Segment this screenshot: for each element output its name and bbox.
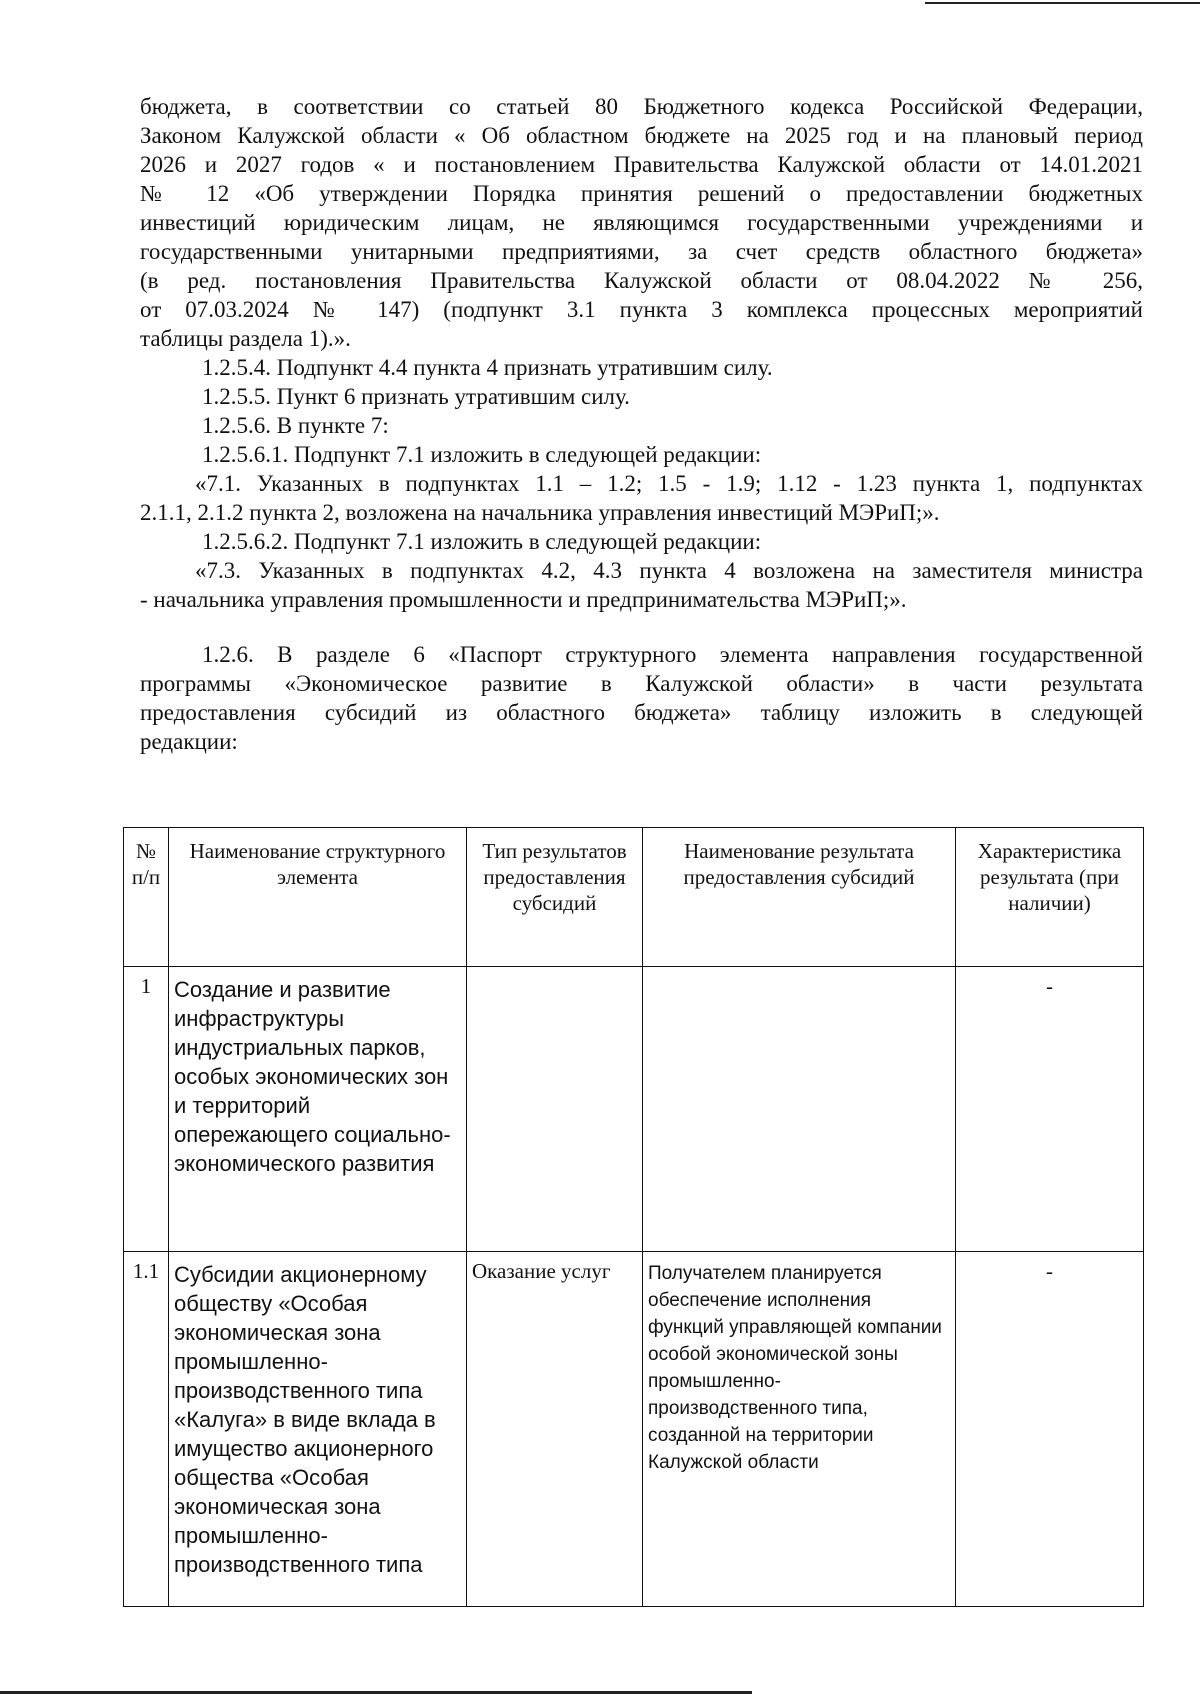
header-type: Тип результатов предоставления субсидий bbox=[467, 828, 643, 967]
scan-edge-bottom bbox=[0, 1691, 752, 1694]
results-table bbox=[123, 827, 1144, 1607]
scan-edge-top bbox=[925, 2, 1200, 4]
row-num: 1.1 bbox=[124, 1252, 169, 1607]
table-row bbox=[124, 1252, 1144, 1607]
header-result: Наименование результата предоставления субсидий bbox=[643, 828, 956, 967]
clause-1-2-5-6-1: 1.2.5.6.1. Подпункт 7.1 изложить в следующей редакции: bbox=[202, 442, 762, 467]
clause-1-2-6: 1.2.6. В разделе 6 «Паспорт структурного элемента направления государственной bbox=[202, 642, 1143, 667]
row-result bbox=[643, 967, 956, 1252]
paragraph-gap bbox=[140, 614, 1143, 640]
body-line: инвестиций юридическим лицам, не являющимся государственными учреждениями и bbox=[140, 210, 1143, 235]
row-type bbox=[467, 967, 643, 1252]
header-num: № п/п bbox=[124, 828, 169, 967]
quote-7-3-cont: - начальника управления промышленности и предпринимательства МЭРиП;». bbox=[140, 587, 907, 612]
body-line: Законом Калужской области « Об областном бюджете на 2025 год и на плановый период bbox=[140, 123, 1143, 148]
quote-7-3: «7.3. Указанных в подпунктах 4.2, 4.3 пункта 4 возложена на заместителя министра bbox=[195, 558, 1143, 583]
clause-1-2-6-line: программы «Экономическое развитие в Калужской области» в части результата bbox=[140, 671, 1143, 696]
clause-1-2-6-line: предоставления субсидий из областного бюджета» таблицу изложить в следующей bbox=[140, 700, 1143, 725]
clause-1-2-5-6-2: 1.2.5.6.2. Подпункт 7.1 изложить в следующей редакции: bbox=[202, 529, 762, 554]
header-name: Наименование структурного элемента bbox=[169, 828, 467, 967]
header-characteristic: Характеристика результата (при наличии) bbox=[956, 828, 1144, 967]
body-line: 2026 и 2027 годов « и постановлением Правительства Калужской области от 14.01.2021 bbox=[140, 152, 1143, 177]
quote-7-1-cont: 2.1.1, 2.1.2 пункта 2, возложена на начальника управления инвестиций МЭРиП;». bbox=[140, 500, 940, 525]
document-body bbox=[140, 92, 1143, 756]
row-characteristic: - bbox=[956, 1252, 1144, 1607]
clause-1-2-5-6: 1.2.5.6. В пункте 7: bbox=[202, 413, 389, 438]
quote-7-1: «7.1. Указанных в подпунктах 1.1 – 1.2; 1.5 - 1.9; 1.12 - 1.23 пункта 1, подпунктах bbox=[195, 471, 1143, 496]
clause-1-2-5-5: 1.2.5.5. Пункт 6 признать утратившим силу. bbox=[202, 384, 630, 409]
row-type: Оказание услуг bbox=[467, 1252, 643, 1607]
row-result: Получателем планируется обеспечение исполнения функций управляющей компании особой экономической зоны промышленно-производственного типа, созданной на территории Калужской области bbox=[643, 1252, 956, 1607]
clause-1-2-6-line: редакции: bbox=[140, 729, 238, 754]
clause-1-2-5-4: 1.2.5.4. Подпункт 4.4 пункта 4 признать утратившим силу. bbox=[202, 355, 773, 380]
row-num: 1 bbox=[124, 967, 169, 1252]
body-line: № 12 «Об утверждении Порядка принятия решений о предоставлении бюджетных bbox=[140, 181, 1143, 206]
body-line: от 07.03.2024 № 147) (подпункт 3.1 пункта 3 комплекса процессных мероприятий bbox=[140, 297, 1143, 322]
table-header-row bbox=[124, 828, 1144, 967]
row-characteristic: - bbox=[956, 967, 1144, 1252]
row-name: Создание и развитие инфраструктуры индустриальных парков, особых экономических зон и территорий опережающего социально-экономического развития bbox=[169, 967, 467, 1252]
table-row bbox=[124, 967, 1144, 1252]
body-line: государственными унитарными предприятиями, за счет средств областного бюджета» bbox=[140, 239, 1143, 264]
body-line: бюджета, в соответствии со статьей 80 Бюджетного кодекса Российской Федерации, bbox=[140, 94, 1143, 119]
body-line: таблицы раздела 1).». bbox=[140, 326, 351, 351]
row-name: Субсидии акционерному обществу «Особая экономическая зона промышленно-производственного типа «Калуга» в виде вклада в имущество акционерного общества «Особая экономическая зона промышленно-производственного типа bbox=[169, 1252, 467, 1607]
body-line: (в ред. постановления Правительства Калужской области от 08.04.2022 № 256, bbox=[140, 268, 1143, 293]
